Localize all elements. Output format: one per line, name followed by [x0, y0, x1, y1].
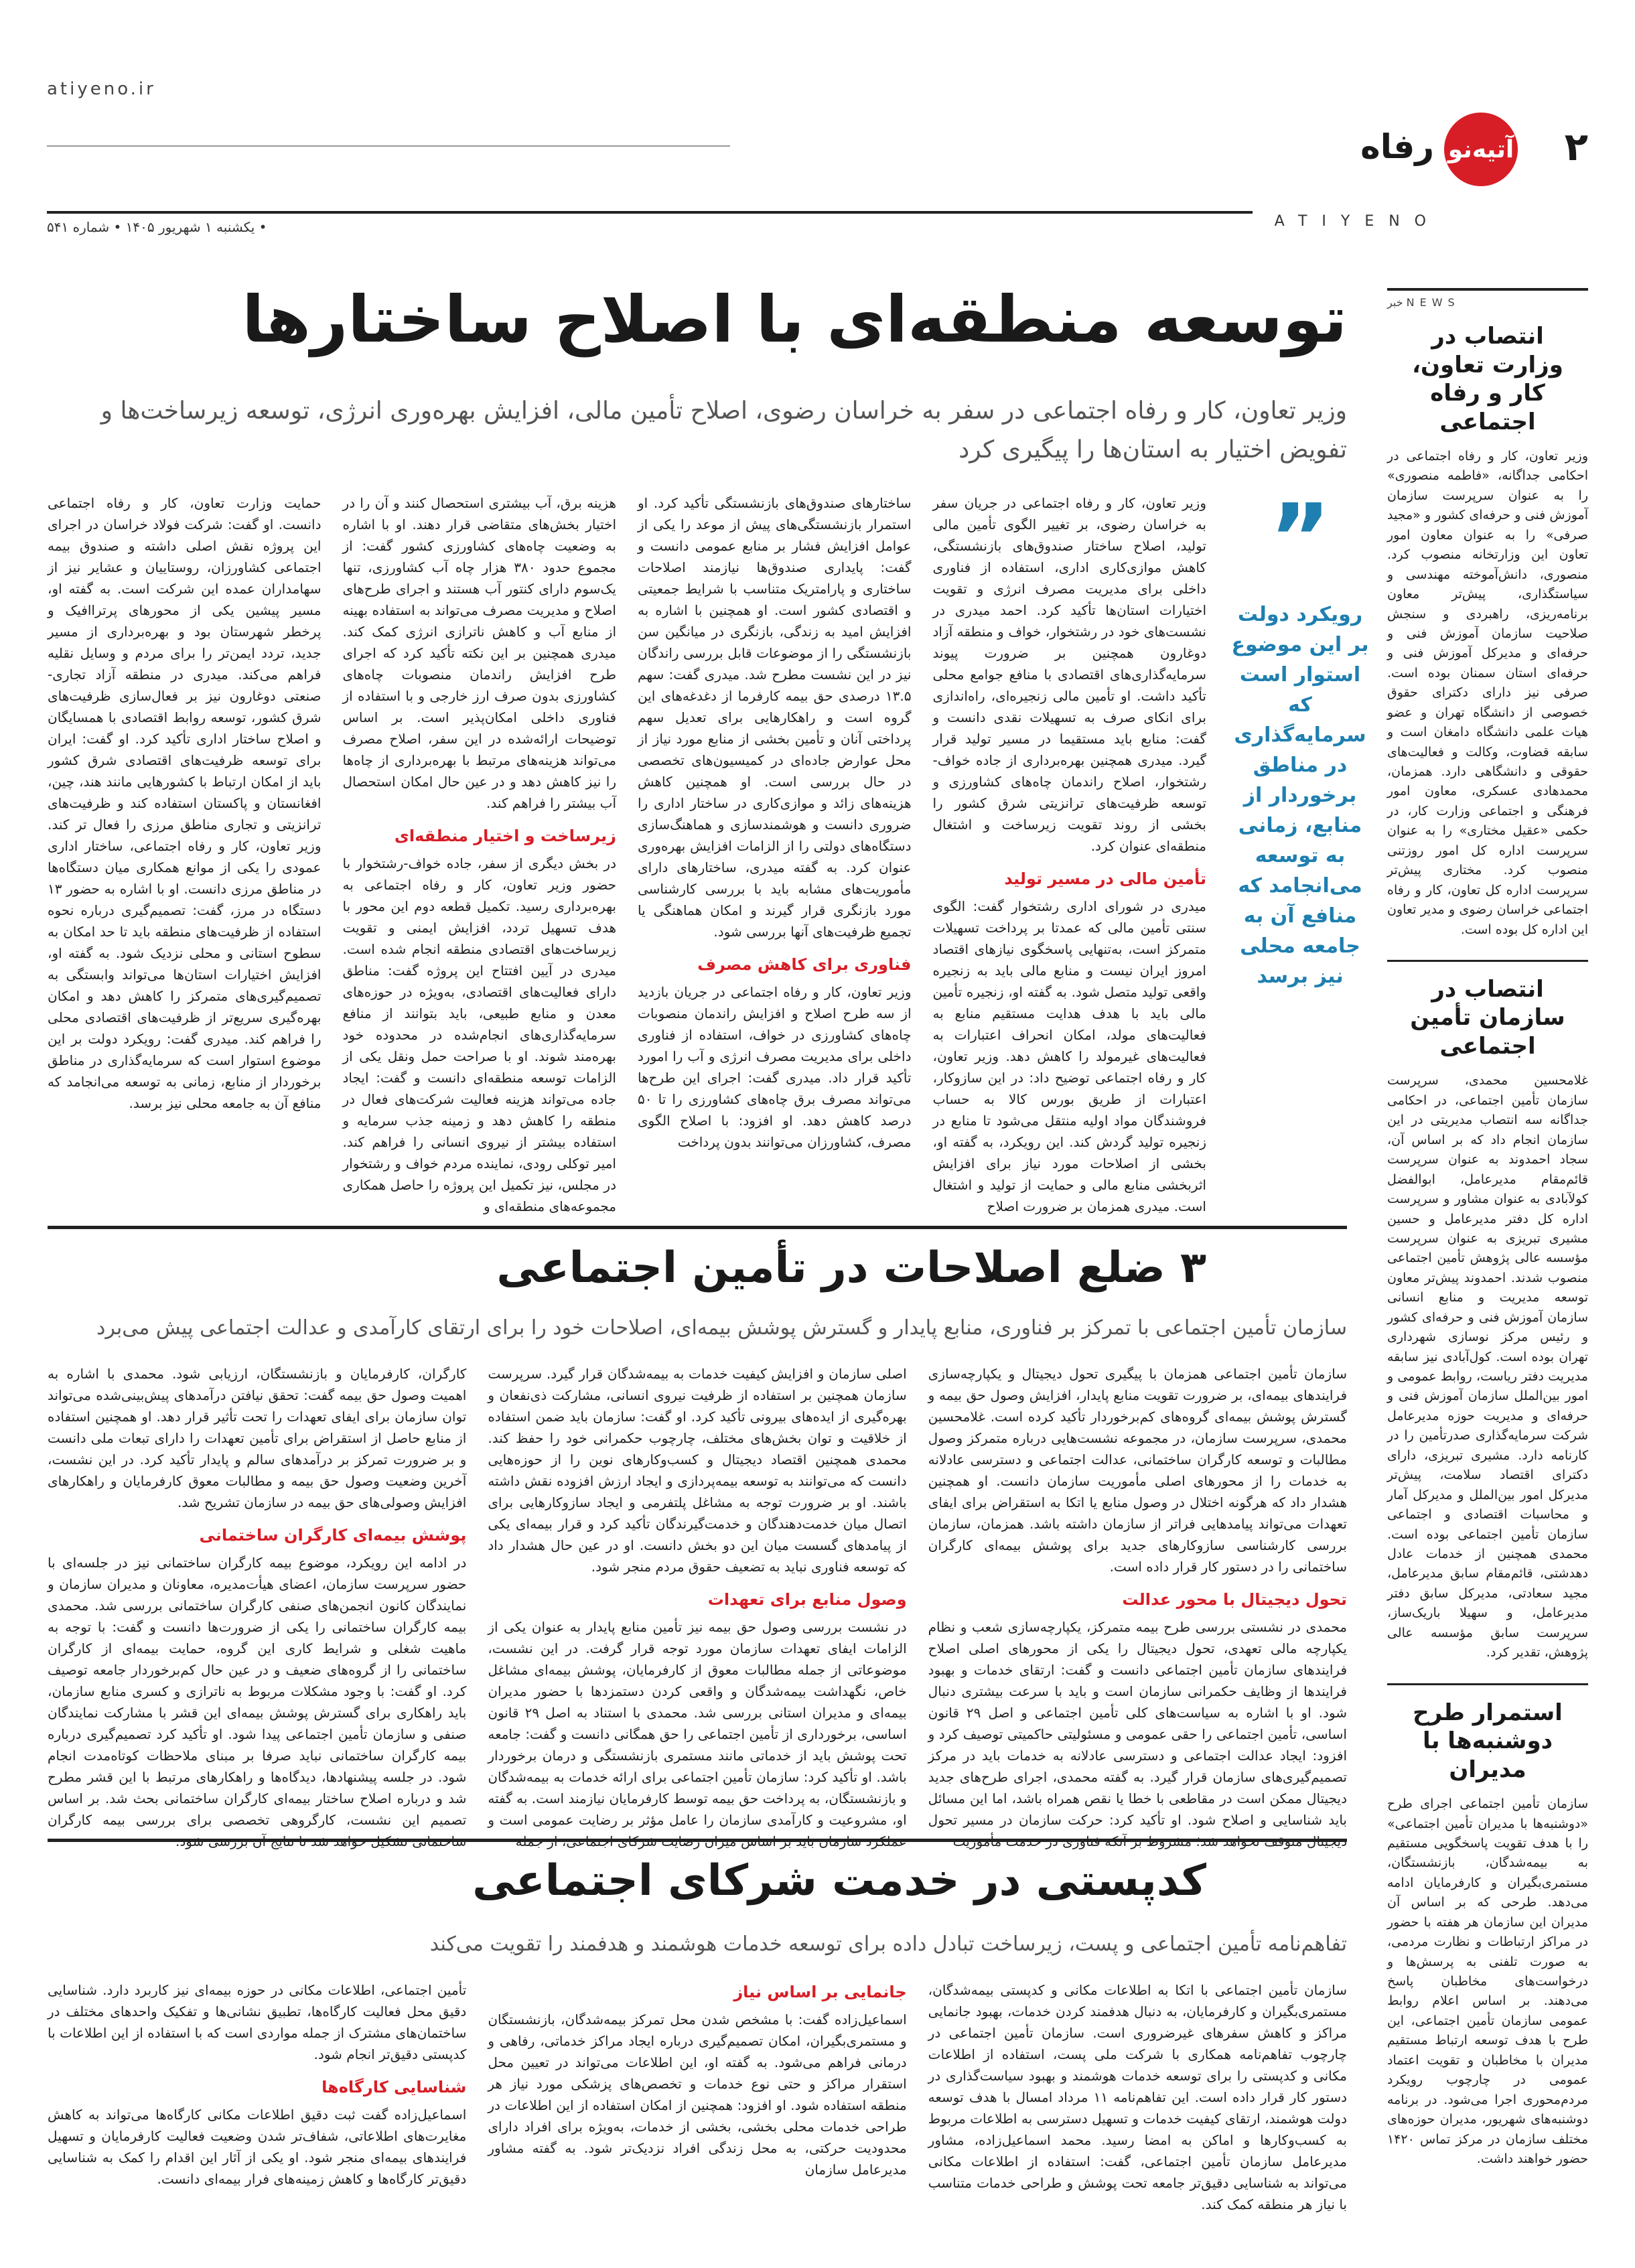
article-column [928, 1979, 1347, 2214]
quote-mark-icon: ” [1269, 484, 1331, 593]
subheading: شناسایی کارگاه‌ها [322, 2078, 467, 2097]
article-lead: وزیر تعاون، کار و رفاه اجتماعی در سفر به خراسان رضوی، اصلاح تأمین مالی، افزایش بهره‌وری انرژی، توسعه زیرساخت‌ها و تفویض اختیار به استان‌ها را پیگیری کرد [100, 397, 1347, 464]
article-column [48, 1363, 467, 1829]
article-headline: توسعه منطقه‌ای با اصلاح ساختارها [242, 282, 1347, 357]
paragraph: کارگران، کارفرمایان و بازنشستگان، ارزیابی شود. محمدی با اشاره به اهمیت وصول حق بیمه گفت: تحقق نیافتن درآمدهای پیش‌بینی‌شده می‌تواند توان سازمان برای ایفای تعهدات را تحت تأثیر قرار دهد. او همچنین استفاده از منابع حاصل از استقراض برای تأمین تعهدات را دارای تبعات ملی دانست و بر ضرورت تمرکز بر درآمدهای سالم و پایدار تأکید کرد. در این نشست، آخرین وضعیت وصول حق بیمه و مطالبات معوق کارفرمایان و راهکارهای افزایش وصولی‌های حق بیمه در سازمان تشریح شد. [48, 1366, 467, 1510]
paragraph: اسماعیل‌زاده گفت ثبت دقیق اطلاعات مکانی کارگاه‌ها می‌تواند به کاهش مغایرت‌های اطلاعاتی، شفاف‌تر شدن وضعیت فعالیت کارفرمایان و تسهیل فرایندهای بیمه‌ای منجر شود. او یکی از آثار این اقدام را کمک به شناسایی دقیق‌تر کارگاه‌ها و کاهش زمینه‌های فرار بیمه‌ای دانست. [48, 2107, 467, 2188]
brand-latin: ATIYENO [1274, 213, 1441, 230]
paragraph: سازمان تأمین اجتماعی با اتکا به اطلاعات مکانی و کدپستی بیمه‌شدگان، مستمری‌بگیران و کارفرمایان، به دنبال هدفمند کردن خدمات، بهبود جانمایی مراکز و کاهش سفرهای غیرضروری است. سازمان تأمین اجتماعی در چارچوب تفاهم‌نامه همکاری با شرکت ملی پست، استفاده از اطلاعات مکانی و کدپستی را برای توسعه خدمات هوشمند و بهبود سیاست‌گذاری در دستور کار قرار داده است. این تفاهم‌نامه ۱۱ مرداد امسال با هدف توسعه دولت هوشمند، ارتقای کیفیت خدمات و تسهیل دسترسی به اطلاعات مربوط به کسب‌وکارها و اماکن به امضا رسید. محمد اسماعیل‌زاده، مشاور مدیرعامل سازمان تأمین اجتماعی، گفت: استفاده از اطلاعات مکانی می‌تواند به شناسایی دقیق‌تر جامعه تحت پوشش و طراحی خدمات متناسب با نیاز هر منطقه کمک کند. [928, 1982, 1347, 2212]
sidebar-news-item [1387, 1699, 1588, 2170]
sidebar-news-item [1387, 975, 1588, 1685]
paragraph: تأمین اجتماعی، اطلاعات مکانی در حوزه بیمه‌ای نیز کاربرد دارد. شناسایی دقیق محل فعالیت کارگاه‌ها، تطبیق نشانی‌ها و تفکیک واحدهای مختلف در ساختمان‌های مشترک از جمله مواردی است که با استفاده از این اطلاعات با کدپستی دقیق‌تر انجام شود. [48, 1982, 467, 2062]
sidebar-news-title: انتصاب در وزارت تعاون، کار و رفاه اجتماعی [1412, 323, 1563, 435]
paragraph: سازمان تأمین اجتماعی همزمان با پیگیری تحول دیجیتال و یکپارچه‌سازی فرایندهای بیمه‌ای، بر ضرورت تقویت منابع پایدار، افزایش وصول حق بیمه و گسترش پوشش بیمه‌ای گروه‌های کم‌برخوردار تأکید کرده است. غلامحسین محمدی، سرپرست سازمان، در مجموعه نشست‌هایی درباره متمرکز وصول مطالبات و توسعه کارگران ساختمانی، عدالت اجتماعی و دسترسی عادلانه به خدمات را از محورهای اصلی مأموریت سازمان دانست. او همچنین هشدار داد که هرگونه اختلال در وصول منابع یا اتکا به استقراض برای ایفای تعهدات می‌تواند پیامدهایی فراتر از سازمان داشته باشد. همزمان، سازمان بررسی کارشناسی سازوکارهای جدید برای پوشش بیمه‌ای کارگران ساختمانی را در دستور کار قرار داده است. [928, 1366, 1347, 1575]
sidebar-label: خبر NEWS [1387, 296, 1460, 309]
sidebar-news-body: سازمان تأمین اجتماعی اجرای طرح «دوشنبه‌ها با مدیران تأمین اجتماعی» را با هدف تقویت پاسخگویی مستقیم به بیمه‌شدگان، بازنشستگان، مستمری‌بگیران و کارفرمایان ادامه می‌دهد. طرحی که بر اساس آن مدیران این سازمان هر هفته با حضور در مراکز ارتباطات و نظارت مردمی، به صورت تلفنی به پرسش‌ها و درخواست‌های مخاطبان پاسخ می‌دهند. بر اساس اعلام روابط عمومی سازمان تأمین اجتماعی، این طرح با هدف توسعه ارتباط مستقیم مدیران با مخاطبان و تقویت اعتماد عمومی در چارچوب رویکرد مردم‌محوری اجرا می‌شود. در برنامه دوشنبه‌های شهریور، مدیران حوزه‌های مختلف سازمان در مرکز تماس ۱۴۲۰ حضور خواهند داشت. [1387, 1796, 1588, 2166]
article-lead: سازمان تأمین اجتماعی با تمرکز بر فناوری، منابع پایدار و گسترش پوشش بیمه‌ای، اصلاحات خود را برای ارتقای کارآمدی و عدالت اجتماعی پیش می‌برد [96, 1316, 1347, 1340]
article-divider [48, 1839, 1347, 1842]
article-columns [48, 492, 1206, 1216]
article-column [928, 1363, 1348, 1829]
top-divider [47, 145, 730, 147]
sidebar-news-body: وزیر تعاون، کار و رفاه اجتماعی در احکامی جداگانه، «فاطمه منصوری» را به عنوان سرپرست سازمان آموزش فنی و حرفه‌ای کشور و «مجید صرفی» را به عنوان معاون امور تعاون این وزارتخانه منصوب کرد. منصوری، دانش‌آموخته مهندسی و سیاستگذاری، پیش‌تر معاون برنامه‌ریزی، راهبردی و سنجش صلاحیت سازمان آموزش فنی و حرفه‌ای و مدیرکل آموزش فنی و حرفه‌ای استان سمنان بوده است. صرفی نیز دارای دکترای حقوق خصوصی از دانشگاه تهران و عضو هیات علمی دانشگاه دامغان است و سابقه قضاوت، وکالت و فعالیت‌های حقوقی و دانشگاهی دارد. همزمان، محمدهادی عسکری، معاون امور فرهنگی و اجتماعی وزارت کار، در حکمی «عقیل مختاری» را به عنوان سرپرست اداره کل امور روزتنی منصوب کرد. مختاری پیش‌تر سرپرست اداره کل تعاون، کار و رفاه اجتماعی خراسان رضوی و مدیر تعاون این اداره کل بوده است. [1387, 449, 1588, 937]
paragraph: وزیر تعاون، کار و رفاه اجتماعی در جریان سفر به خراسان رضوی، بر تغییر الگوی تأمین مالی تولید، اصلاح ساختار صندوق‌های بازنشستگی، کاهش موازی‌کاری اداری، استفاده از فناوری داخلی برای مدیریت مصرف انرژی و تقویت اختیارات استان‌ها تأکید کرد. احمد میدری در نشست‌های خود در رشتخوار، خواف و منطقه آزاد دوغارون همچنین بر ضرورت پیوند سرمایه‌گذاری‌های اقتصادی با منافع جوامع محلی تأکید داشت. او تأمین مالی زنجیره‌ای، راه‌اندازی برای انکای صرف به تسهیلات نقدی دانست و گفت: منابع باید مستقیما در مسیر تولید قرار گیرد. میدری همچنین بهره‌برداری از جاده خواف-رشتخوار، اصلاح راندمان چاه‌های کشاورزی و توسعه ظرفیت‌های ترانزیتی شرق کشور را بخشی از روند تقویت زیرساخت و اشتغال منطقه‌ای عنوان کرد. [932, 495, 1206, 854]
sidebar-news-item [1387, 322, 1588, 962]
paragraph: وزیر تعاون، کار و رفاه اجتماعی در جریان بازدید از سه طرح اصلاح و افزایش راندمان منصوبات چاه‌های کشاورزی در خواف، استفاده از فناوری داخلی برای مدیریت مصرف انرژی و آب را امورد تأکید قرار داد. میدری گفت: اجرای این طرح‌ها می‌تواند مصرف برق چاه‌های کشاورزی را تا ۵۰ درصد کاهش دهد. او افزود: با اصلاح الگوی مصرف، کشاورزان می‌توانند بدون پرداخت [638, 984, 912, 1151]
subheading: تحول دیجیتال با محور عدالت [1122, 1590, 1347, 1609]
article-columns [48, 1979, 1347, 2214]
paragraph: ساختارهای صندوق‌های بازنشستگی تأکید کرد. او استمرار بازنشستگی‌های پیش از موعد را یکی از عوامل افزایش فشار بر منابع عمومی دانست و گفت: پایداری صندوق‌ها نیازمند اصلاحات ساختاری و پارامتریک متناسب با شرایط جمعیتی و اقتصادی کشور است. او همچنین با اشاره به افزایش امید به زندگی، بازنگری در میانگین سن بازنشستگی را از موضوعات قابل بررسی راندگان نیز در این نشست مطرح شد. میدری گفت: سهم ۱۳.۵ درصدی حق بیمه کارفرما از دغدغه‌های این گروه است و راهکارهایی برای تعدیل سهم پرداختی آنان و تأمین بخشی از منابع مورد نیاز از محل عوارض جاده‌ای در کمیسیون‌های تخصصی در حال بررسی است. او همچنین کاهش هزینه‌های زائد و موازی‌کاری در ساختار اداری را ضروری دانست و هوشمندسازی و هماهنگ‌سازی دستگاه‌های دولتی را از الزامات افزایش بهره‌وری عنوان کرد. به گفته میدری، ساختارهای دارای مأموریت‌های مشابه باید با بررسی کارشناسی مورد بازنگری قرار گیرند و امکان هماهنگی یا تجمیع ظرفیت‌های آنها بررسی شود. [638, 495, 912, 940]
site-url[interactable]: atiyeno.ir [47, 79, 156, 99]
sidebar-news-title: استمرار طرح دوشنبه‌ها با مدیران [1413, 1699, 1563, 1783]
masthead-rule [47, 211, 1253, 214]
newspaper-logo: آتیه‌نو [1444, 113, 1518, 186]
subheading: جانمایی بر اساس نیاز [733, 1983, 907, 2001]
paragraph: در بخش دیگری از سفر، جاده خواف-رشتخوار با حضور وزیر تعاون، کار و رفاه اجتماعی به بهره‌برداری رسید. تکمیل قطعه دوم این محور با هدف تسهیل تردد، افزایش ایمنی و تقویت زیرساخت‌های اقتصادی منطقه انجام شده است. میدری در آیین افتتاح این پروژه گفت: مناطق دارای فعالیت‌های اقتصادی، به‌ویژه در حوزه‌های معدن و منابع طبیعی، باید بتوانند از منافع سرمایه‌گذاری‌های انجام‌شده در محدوده خود بهره‌مند شوند. او با صراحت حمل ونقل یکی از الزامات توسعه منطقه‌ای دانست و گفت: ایجاد جاده می‌تواند هزینه فعالیت شرکت‌های فعال در منطقه را کاهش دهد و زمینه جذب سرمایه و استفاده بیشتر از نیروی انسانی را فراهم کند. امیر توکلی رودی، نماینده مردم خواف و رشتخوار در مجلس، نیز تکمیل این پروژه را حاصل همکاری مجموعه‌های منطقه‌ای و [342, 855, 616, 1215]
paragraph: هزینه برق، آب بیشتری استحصال کنند و آن را در اختیار بخش‌های متقاضی قرار دهند. او با اشاره به وضعیت چاه‌های کشاورزی کشور گفت: از مجموع حدود ۳۸۰ هزار چاه آب کشاورزی، تنها یک‌سوم دارای کنتور آب هستند و اجرای طرح‌های اصلاح و مدیریت مصرف می‌تواند به استفاده بهینه از منابع آب و کاهش ناترازی انرژی کمک کند. میدری همچنین بر این نکته تأکید کرد که اجرای طرح افزایش راندمان منصوبات چاه‌های کشاورزی بدون صرف ارز خارجی و با استفاده از فناوری داخلی امکان‌پذیر است. بر اساس توضیحات ارائه‌شده در این سفر، اصلاح مصرف می‌تواند هزینه‌های مرتبط با بهره‌برداری از چاه‌ها را نیز کاهش دهد و در عین حال امکان استحصال آب بیشتر را فراهم کند. [342, 495, 617, 811]
paragraph: در نشست بررسی وصول حق بیمه نیز تأمین منابع پایدار به عنوان یکی از الزامات ایفای تعهدات سازمان مورد توجه قرار گرفت. در این نشست، موضوعاتی از جمله مطالبات معوق از کارفرمایان، پوشش بیمه‌ای مشاغل خاص، نگهداشت بیمه‌شدگان و واقعی کردن دستمزدها با حضور مدیران بیمه‌ای و مدیران استانی بررسی شد. محمدی با استناد به اصل ۲۹ قانون اساسی، برخورداری از تأمین اجتماعی را حق همگانی دانست و گفت: جامعه تحت پوشش باید از خدماتی مانند مستمری بازنشستگی و درمان برخوردار باشد. او تأکید کرد: سازمان تأمین اجتماعی برای ارائه خدمات به بیمه‌شدگان و بازنشستگان، به پرداخت حق بیمه توسط کارفرمایان نیازمند است. به گفته او، مشروعیت و کارآمدی سازمان را عامل مؤثر بر رضایت عمومی است و [488, 1619, 907, 1829]
subheading: وصول منابع برای تعهدات [707, 1590, 907, 1609]
article-lead: تفاهم‌نامه تأمین اجتماعی و پست، زیرساخت تبادل داده برای توسعه خدمات هوشمند و هدفمند را تقویت می‌کند [429, 1932, 1347, 1956]
article-column [48, 1979, 466, 2214]
sidebar-news-title: انتصاب در سازمان تأمین اجتماعی [1410, 975, 1565, 1060]
article-column [638, 492, 912, 1216]
article-divider [48, 1226, 1347, 1229]
article-column [488, 1979, 906, 2214]
news-sidebar [1387, 288, 1588, 2214]
paragraph: میدری در شورای اداری رشتخوار گفت: الگوی سنتی تأمین مالی که عمدتا بر پرداخت تسهیلات متمرکز است، به‌تنهایی پاسخگوی نیازهای اقتصاد امروز ایران نیست و منابع مالی باید به زنجیره واقعی تولید متصل شود. به گفته او، زنجیره تأمین مالی باید با هدف هدایت مستقیم منابع به فعالیت‌های مولد، امکان انحراف اعتبارات به فعالیت‌های غیرمولد را کاهش دهد. وزیر تعاون، کار و رفاه اجتماعی توضیح داد: در این سازوکار، اعتبارات از طریق بورس کالا به حساب فروشندگان مواد اولیه منتقل می‌شود تا منابع در زنجیره تولید گردش کند. این رویکرد، به گفته او، بخشی از اصلاحات مورد نیاز برای افزایش اثربخشی منابع مالی و حمایت از تولید و اشتغال است. میدری همزمان بر ضرورت اصلاح [932, 898, 1206, 1215]
issue-info: • یکشنبه ۱ شهریور ۱۴۰۵ • شماره ۵۴۱ [47, 219, 267, 235]
paragraph: اصلی سازمان و افزایش کیفیت خدمات به بیمه‌شدگان قرار گیرد. سرپرست سازمان همچنین بر استفاده از ظرفیت نیروی انسانی، مشارکت ذی‌نفعان و بهره‌گیری از ایده‌های بیرونی تأکید کرد. او گفت: سازمان باید ضمن استفاده از خلاقیت و توان بخش‌های مختلف، چارچوب حکمرانی خود را حفظ کند. محمدی همچنین اقتصاد دیجیتال و کسب‌وکارهای نوین را از حوزه‌هایی دانست که می‌توانند به توسعه بیمه‌پردازی و ایجاد ارزش افزوده نقش داشته باشند. او بر ضرورت توجه به مشاغل پلتفرمی و ایجاد سازوکارهایی برای اتصال میان خدمت‌دهندگان و خدمت‌گیرندگان تأکید کرد و قرار بیمه‌ای یکی از پیامدهای گسست میان این دو بخش دانست. او در عین حال هشدار داد که توسعه فناوری نباید به تضعیف حقوق مردم منجر شود. [488, 1366, 907, 1575]
article-column [488, 1363, 907, 1829]
article-headline: کدپستی در خدمت شرکای اجتماعی [472, 1856, 1206, 1906]
paragraph: در ادامه این رویکرد، موضوع بیمه کارگران ساختمانی نیز در جلسه‌ای با حضور سرپرست سازمان، اعضای هیأت‌مدیره، معاونان و مدیران سازمان و نمایندگان کانون انجمن‌های صنفی کارگران ساختمانی بررسی شد. محمدی بیمه کارگران ساختمانی را یکی از ضرورت‌ها دانست و گفت: با توجه به ماهیت شغلی و شرایط کاری این گروه، حمایت بیمه‌ای از کارگران ساختمانی را از گروه‌های ضعیف و در عین حال کم‌برخوردار جامعه توصیف کرد. او گفت: با وجود مشکلات مربوط به ناترازی و کسری منابع سازمان، باید راهکاری برای گسترش پوشش بیمه‌ای این قشر با مشارکت نمایندگان صنفی و سازمان تأمین اجتماعی پیدا شود. او تأکید کرد تصمیم‌گیری درباره بیمه کارگران ساختمانی نباید صرفا بر مبنای ملاحظات کوتاه‌مدت انجام شود. در جلسه پیشنهادها، دیدگاه‌ها و راهکارهای مرتبط با این قشر مطرح شد و درباره اصلاح ساختار بیمه‌ای کارگران ساختمانی بحث شد. بر اساس تصمیم این نشست، کارگروهی تخصصی برای بررسی بیمه کارگران [48, 1555, 467, 1829]
pull-quote [1230, 484, 1370, 991]
subheading: تأمین مالی در مسیر تولید [1004, 869, 1206, 888]
subheading: زیرساخت و اختیار منطقه‌ای [394, 827, 616, 845]
article-column [933, 492, 1207, 1216]
article-column [48, 492, 322, 1216]
pull-quote-text: رویکرد دولت بر این موضوع استوار است که سرمایه‌گذاری در مناطق برخوردار از منابع، زمانی به توسعه می‌انجامد که منافع آن به جامعه محلی نیز برسد [1231, 603, 1369, 988]
subheading: فناوری برای کاهش مصرف [697, 955, 912, 974]
sidebar-news-body: غلامحسین محمدی، سرپرست سازمان تأمین اجتماعی، در احکامی جداگانه سه انتصاب مدیریتی در این سازمان انجام داد که بر اساس آن، سجاد احمدوند به عنوان سرپرست قائم‌مقام مدیرعامل، ابوالفضل کولآبادی به عنوان مشاور و سرپرست اداره کل دفتر مدیرعامل و حسین مشیری تبریزی به عنوان سرپرست مؤسسه عالی پژوهش تأمین اجتماعی منصوب شدند. احمدوند پیش‌تر معاون توسعه مدیریت و منابع انسانی سازمان آموزش فنی و حرفه‌ای کشور و رئیس مرکز نوسازی شهرداری تهران بوده است. کول‌آبادی نیز سابقه مدیریت دفتر ریاست، روابط عمومی و امور بین‌الملل سازمان آموزش فنی و حرفه‌ای و مدیریت حوزه مدیرعامل شرکت سرمایه‌گذاری صدرتأمین را در کارنامه دارد. مشیری تبریزی، دارای دکترای اقتصاد سلامت، پیش‌تر مدیرکل امور بین‌الملل و مدیرکل آمار و محاسبات اقتصادی و اجتماعی سازمان تأمین اجتماعی بوده است. محمدی همچنین از خدمات عادل دهدشتی، قائم‌مقام سابق مدیرعامل، مجید سعادتی، مدیرکل سابق دفتر مدیرعامل، و سهیلا باریک‌ساز، سرپرست سابق مؤسسه عالی پژوهش، تقدیر کرد. [1387, 1073, 1588, 1660]
article-columns [48, 1363, 1348, 1829]
section-title: رفاه [1360, 127, 1434, 166]
article-headline: ۳ ضلع اصلاحات در تأمین اجتماعی [496, 1243, 1206, 1293]
article-column [343, 492, 617, 1216]
paragraph: حمایت وزارت تعاون، کار و رفاه اجتماعی دانست. او گفت: شرکت فولاد خراسان در اجرای این پروژه نقش اصلی داشته و صندوق بیمه اجتماعی کشاورزان، روستاییان و عشایر نیز از سهامداران عمده این شرکت است. به گفته او، مسیر پیشین یکی از محورهای پرتراافیک و پرخطر شهرستان بود و بهره‌برداری از مسیر جدید، تردد ایمن‌تر را برای مردم و وسایل نقلیه فراهم می‌کند. میدری در منطقه آزاد تجاری-صنعتی دوغارون نیز بر فعال‌سازی ظرفیت‌های شرق کشور، توسعه روابط اقتصادی با همسایگان و اصلاح ساختار اداری تأکید کرد. او گفت: ایران برای توسعه ظرفیت‌های اقتصادی شرق کشور باید از امکان ارتباط با کشورهایی مانند هند، چین، افغانستان و پاکستان استفاده کند و ظرفیت‌های ترانزیتی و تجاری مناطق مرزی را فعال تر کند. وزیر تعاون، کار و رفاه اجتماعی، ساختار اداری عمودی را یکی از موانع همکاری میان دستگاه‌ها در مناطق مرزی دانست. او با اشاره به حضور ۱۳ دستگاه در مرز، گفت: تصمیم‌گیری درباره نحوه استفاده از ظرفیت‌های منطقه باید تا حد امکان به سطوح استانی و محلی نزدیک شود. به گفته او، افزایش اختیارات استان‌ها می‌تواند وابستگی به تصمیم‌گیری‌های متمرکز را کاهش دهد و امکان بهره‌گیری سریع‌تر از ظرفیت‌های اقتصادی محلی را فراهم کند. میدری گفت: رویکرد دولت بر این موضوع استوار است که سرمایه‌گذاری در مناطق برخوردار از منابع، زمانی به توسعه می‌انجامد که منافع آن به جامعه محلی نیز برسد. [48, 495, 322, 1111]
page-number: ۲ [1564, 124, 1588, 169]
paragraph: اسماعیل‌زاده گفت: با مشخص شدن محل تمرکز بیمه‌شدگان، بازنشستگان و مستمری‌بگیران، امکان تصمیم‌گیری درباره ایجاد مراکز خدماتی، رفاهی و درمانی فراهم می‌شود. به گفته او، این اطلاعات می‌تواند در تعیین محل استقرار مراکز و حتی نوع خدمات و تخصص‌های پزشکی مورد نیاز هر منطقه استفاده شود. او افزود: همچنین از امکان استفاده از این اطلاعات در طراحی خدمات محلی بخشی، بخشی از خدمات، به‌ویژه برای افراد دارای محدودیت حرکتی، به محل زندگی افراد نزدیک‌تر شود. به گفته مشاور مدیرعامل سازمان [488, 2011, 907, 2178]
subheading: پوشش بیمه‌ای کارگران ساختمانی [199, 1526, 467, 1545]
paragraph: محمدی در نشستی بررسی طرح بیمه متمرکز، یکپارچه‌سازی شعب و نظام یکپارچه مالی تعهدی، تحول دیجیتال را یکی از محورهای اصلی اصلاح فرایندهای سازمان تأمین اجتماعی دانست و گفت: ارتقای خدمات و بهبود فرایندها از وظایف حکمرانی سازمان است و باید با سرعت بیشتری دنبال شود. او با اشاره به سیاست‌های کلی تأمین اجتماعی و اصل ۲۹ قانون اساسی، تأمین اجتماعی را حقی عمومی و مسئولیتی حاکمیتی توصیف کرد و افزود: ایجاد عدالت اجتماعی و دسترسی عادلانه به خدمات باید در مرکز تصمیم‌گیری‌های سازمان قرار گیرد. به گفته محمدی، اجرای طرح‌های جدید دیجیتال ممکن است در مقاطعی با خطا یا نقص همراه باشد، اما این مسائل باید شناسایی و اصلاح شود. او تأکید کرد: حرکت سازمان در مسیر تحول [928, 1619, 1348, 1829]
